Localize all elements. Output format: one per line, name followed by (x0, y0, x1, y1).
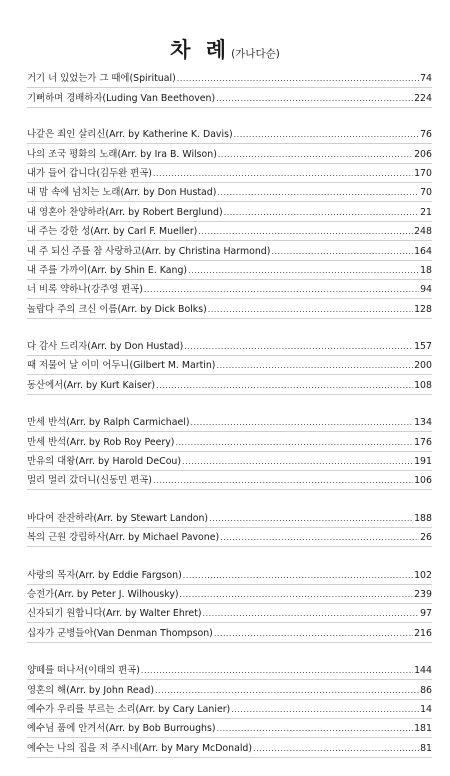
dot-leader (209, 513, 413, 525)
dot-leader (182, 456, 413, 468)
entry-title: 기뻐하며 경배하자(Luding Van Beethoven) (27, 92, 216, 104)
entry-page-number: 76 (420, 129, 432, 141)
entry-page-number: 181 (414, 723, 432, 735)
dot-leader (217, 723, 414, 735)
dot-leader (188, 265, 419, 277)
entry-title: 사랑의 목자(Arr. by Eddie Fargson) (27, 569, 182, 581)
entry-page-number: 74 (420, 73, 432, 85)
dot-leader (183, 570, 413, 582)
entry-title: 양떼를 떠나서(이태의 편곡) (27, 665, 140, 677)
toc-entry (27, 202, 432, 221)
toc-group (27, 69, 432, 108)
dot-leader (217, 187, 419, 199)
entry-page-number: 21 (420, 206, 432, 218)
title-sub: (가나다순) (231, 48, 280, 60)
toc-entry (27, 738, 432, 757)
toc-entry (27, 375, 432, 394)
dot-leader (144, 284, 419, 296)
entry-page-number: 106 (414, 475, 432, 487)
toc-entry (27, 565, 432, 584)
table-of-contents (27, 69, 432, 776)
entry-page-number: 26 (420, 532, 432, 544)
toc-group (27, 413, 432, 491)
entry-title: 거기 너 있었는가 그 때에(Spiritual) (27, 73, 176, 85)
entry-title: 나같은 죄인 살리신(Arr. by Katherine K. Davis) (27, 129, 233, 141)
entry-page-number: 81 (420, 742, 432, 754)
toc-entry (27, 69, 432, 88)
toc-entry (27, 88, 432, 107)
toc-entry (27, 356, 432, 375)
dot-leader (177, 73, 419, 85)
entry-page-number: 144 (414, 665, 432, 677)
dot-leader (253, 743, 419, 755)
toc-entry (27, 413, 432, 432)
entry-page-number: 128 (414, 303, 432, 315)
dot-leader (191, 417, 414, 429)
dot-leader (203, 608, 420, 620)
toc-entry (27, 508, 432, 527)
dot-leader (224, 207, 419, 219)
entry-title: 내 주를 가까이(Arr. by Shin E. Kang) (27, 264, 188, 276)
toc-entry (27, 280, 432, 299)
entry-title: 나의 조국 평화의 노래(Arr. by Ira B. Wilson) (27, 148, 217, 160)
toc-entry (27, 700, 432, 719)
entry-title: 예수는 나의 집을 저 주시네(Arr. by Mary McDonald) (27, 742, 253, 754)
entry-page-number: 176 (414, 436, 432, 448)
dot-leader (175, 437, 413, 449)
entry-title: 예수님 품에 안겨서(Arr. by Bob Burroughs) (27, 723, 216, 735)
entry-title: 신자되기 원합니다(Arr. by Walter Ehret) (27, 608, 202, 620)
entry-page-number: 157 (414, 341, 432, 353)
entry-page-number: 216 (414, 627, 432, 639)
dot-leader (208, 304, 413, 316)
entry-page-number: 18 (420, 264, 432, 276)
dot-leader (153, 168, 413, 180)
toc-entry (27, 452, 432, 471)
entry-page-number: 200 (414, 360, 432, 372)
entry-page-number: 102 (414, 569, 432, 581)
entry-page-number: 164 (414, 245, 432, 257)
entry-title: 만유의 대왕(Arr. by Harold DeCou) (27, 456, 182, 468)
toc-group (27, 508, 432, 547)
entry-title: 십자가 군병들아(Van Denman Thompson) (27, 627, 213, 639)
entry-page-number: 206 (414, 148, 432, 160)
entry-title: 동산에서(Arr. by Kurt Kaiser) (27, 379, 156, 391)
entry-page-number: 94 (420, 284, 432, 296)
dot-leader (184, 341, 413, 353)
entry-page-number: 70 (420, 187, 432, 199)
entry-title: 다 감사 드리자(Arr. by Don Hustad) (27, 341, 184, 353)
entry-title: 승전가(Arr. by Peter J. Wilhousky) (27, 588, 179, 600)
entry-page-number: 248 (414, 226, 432, 238)
toc-entry (27, 585, 432, 604)
entry-page-number: 170 (414, 167, 432, 179)
toc-entry (27, 604, 432, 623)
entry-page-number: 224 (414, 92, 432, 104)
entry-title: 복의 근원 강림하사(Arr. by Michael Pavone) (27, 532, 220, 544)
dot-leader (231, 704, 419, 716)
entry-title: 내 주 되신 주를 참 사랑하고(Arr. by Christina Harmond) (27, 245, 271, 257)
page-title (0, 34, 450, 64)
dot-leader (198, 226, 413, 238)
toc-entry (27, 337, 432, 356)
toc-entry (27, 125, 432, 144)
entry-page-number: 188 (414, 512, 432, 524)
dot-leader (180, 589, 414, 601)
toc-entry (27, 719, 432, 738)
dot-leader (216, 360, 413, 372)
toc-entry (27, 183, 432, 202)
toc-entry (27, 241, 432, 260)
toc-entry (27, 471, 432, 490)
entry-title: 멀리 멀리 갔더니(신동민 편곡) (27, 475, 152, 487)
toc-entry (27, 164, 432, 183)
toc-entry (27, 144, 432, 163)
dot-leader (218, 149, 413, 161)
entry-page-number: 239 (414, 588, 432, 600)
entry-title: 너 비록 약하나(강주영 편곡) (27, 284, 143, 296)
dot-leader (153, 475, 413, 487)
entry-title: 영혼의 해(Arr. by John Read) (27, 684, 154, 696)
toc-entry (27, 299, 432, 318)
dot-leader (214, 628, 413, 640)
entry-title: 때 저물어 날 이미 어두니(Gilbert M. Martin) (27, 360, 216, 372)
entry-title: 내 맘 속에 넘치는 노래(Arr. by Don Hustad) (27, 187, 217, 199)
toc-group (27, 565, 432, 643)
entry-page-number: 191 (414, 456, 432, 468)
entry-title: 내가 들어 갑니다(김두완 편곡) (27, 167, 152, 179)
entry-title: 만세 반석(Arr. by Ralph Carmichael) (27, 417, 190, 429)
dot-leader (141, 665, 413, 677)
toc-entry (27, 661, 432, 680)
toc-entry (27, 261, 432, 280)
entry-page-number: 97 (420, 608, 432, 620)
entry-page-number: 86 (420, 684, 432, 696)
title-main: 차 례 (170, 38, 231, 62)
entry-title: 내 영혼아 찬양하라(Arr. by Robert Berglund) (27, 206, 223, 218)
entry-title: 놀랍다 주의 크신 이름(Arr. by Dick Bolks) (27, 303, 207, 315)
entry-title: 내 주는 강한 성(Arr. by Carl F. Mueller) (27, 226, 198, 238)
toc-entry (27, 222, 432, 241)
entry-page-number: 108 (414, 379, 432, 391)
entry-title: 만세 반석(Arr. by Rob Roy Peery) (27, 436, 175, 448)
entry-page-number: 14 (420, 703, 432, 715)
toc-entry (27, 623, 432, 642)
toc-entry (27, 528, 432, 547)
dot-leader (234, 129, 419, 141)
entry-title: 예수가 우리를 부르는 소리(Arr. by Cary Lanier) (27, 703, 231, 715)
toc-entry (27, 432, 432, 451)
toc-group (27, 337, 432, 395)
dot-leader (155, 685, 419, 697)
toc-group (27, 661, 432, 758)
dot-leader (220, 532, 419, 544)
dot-leader (156, 380, 413, 392)
toc-group (27, 125, 432, 319)
dot-leader (216, 93, 413, 105)
entry-page-number: 134 (414, 417, 432, 429)
entry-title: 바다여 잔잔하라(Arr. by Stewart Landon) (27, 512, 209, 524)
dot-leader (271, 246, 413, 258)
toc-entry (27, 680, 432, 699)
